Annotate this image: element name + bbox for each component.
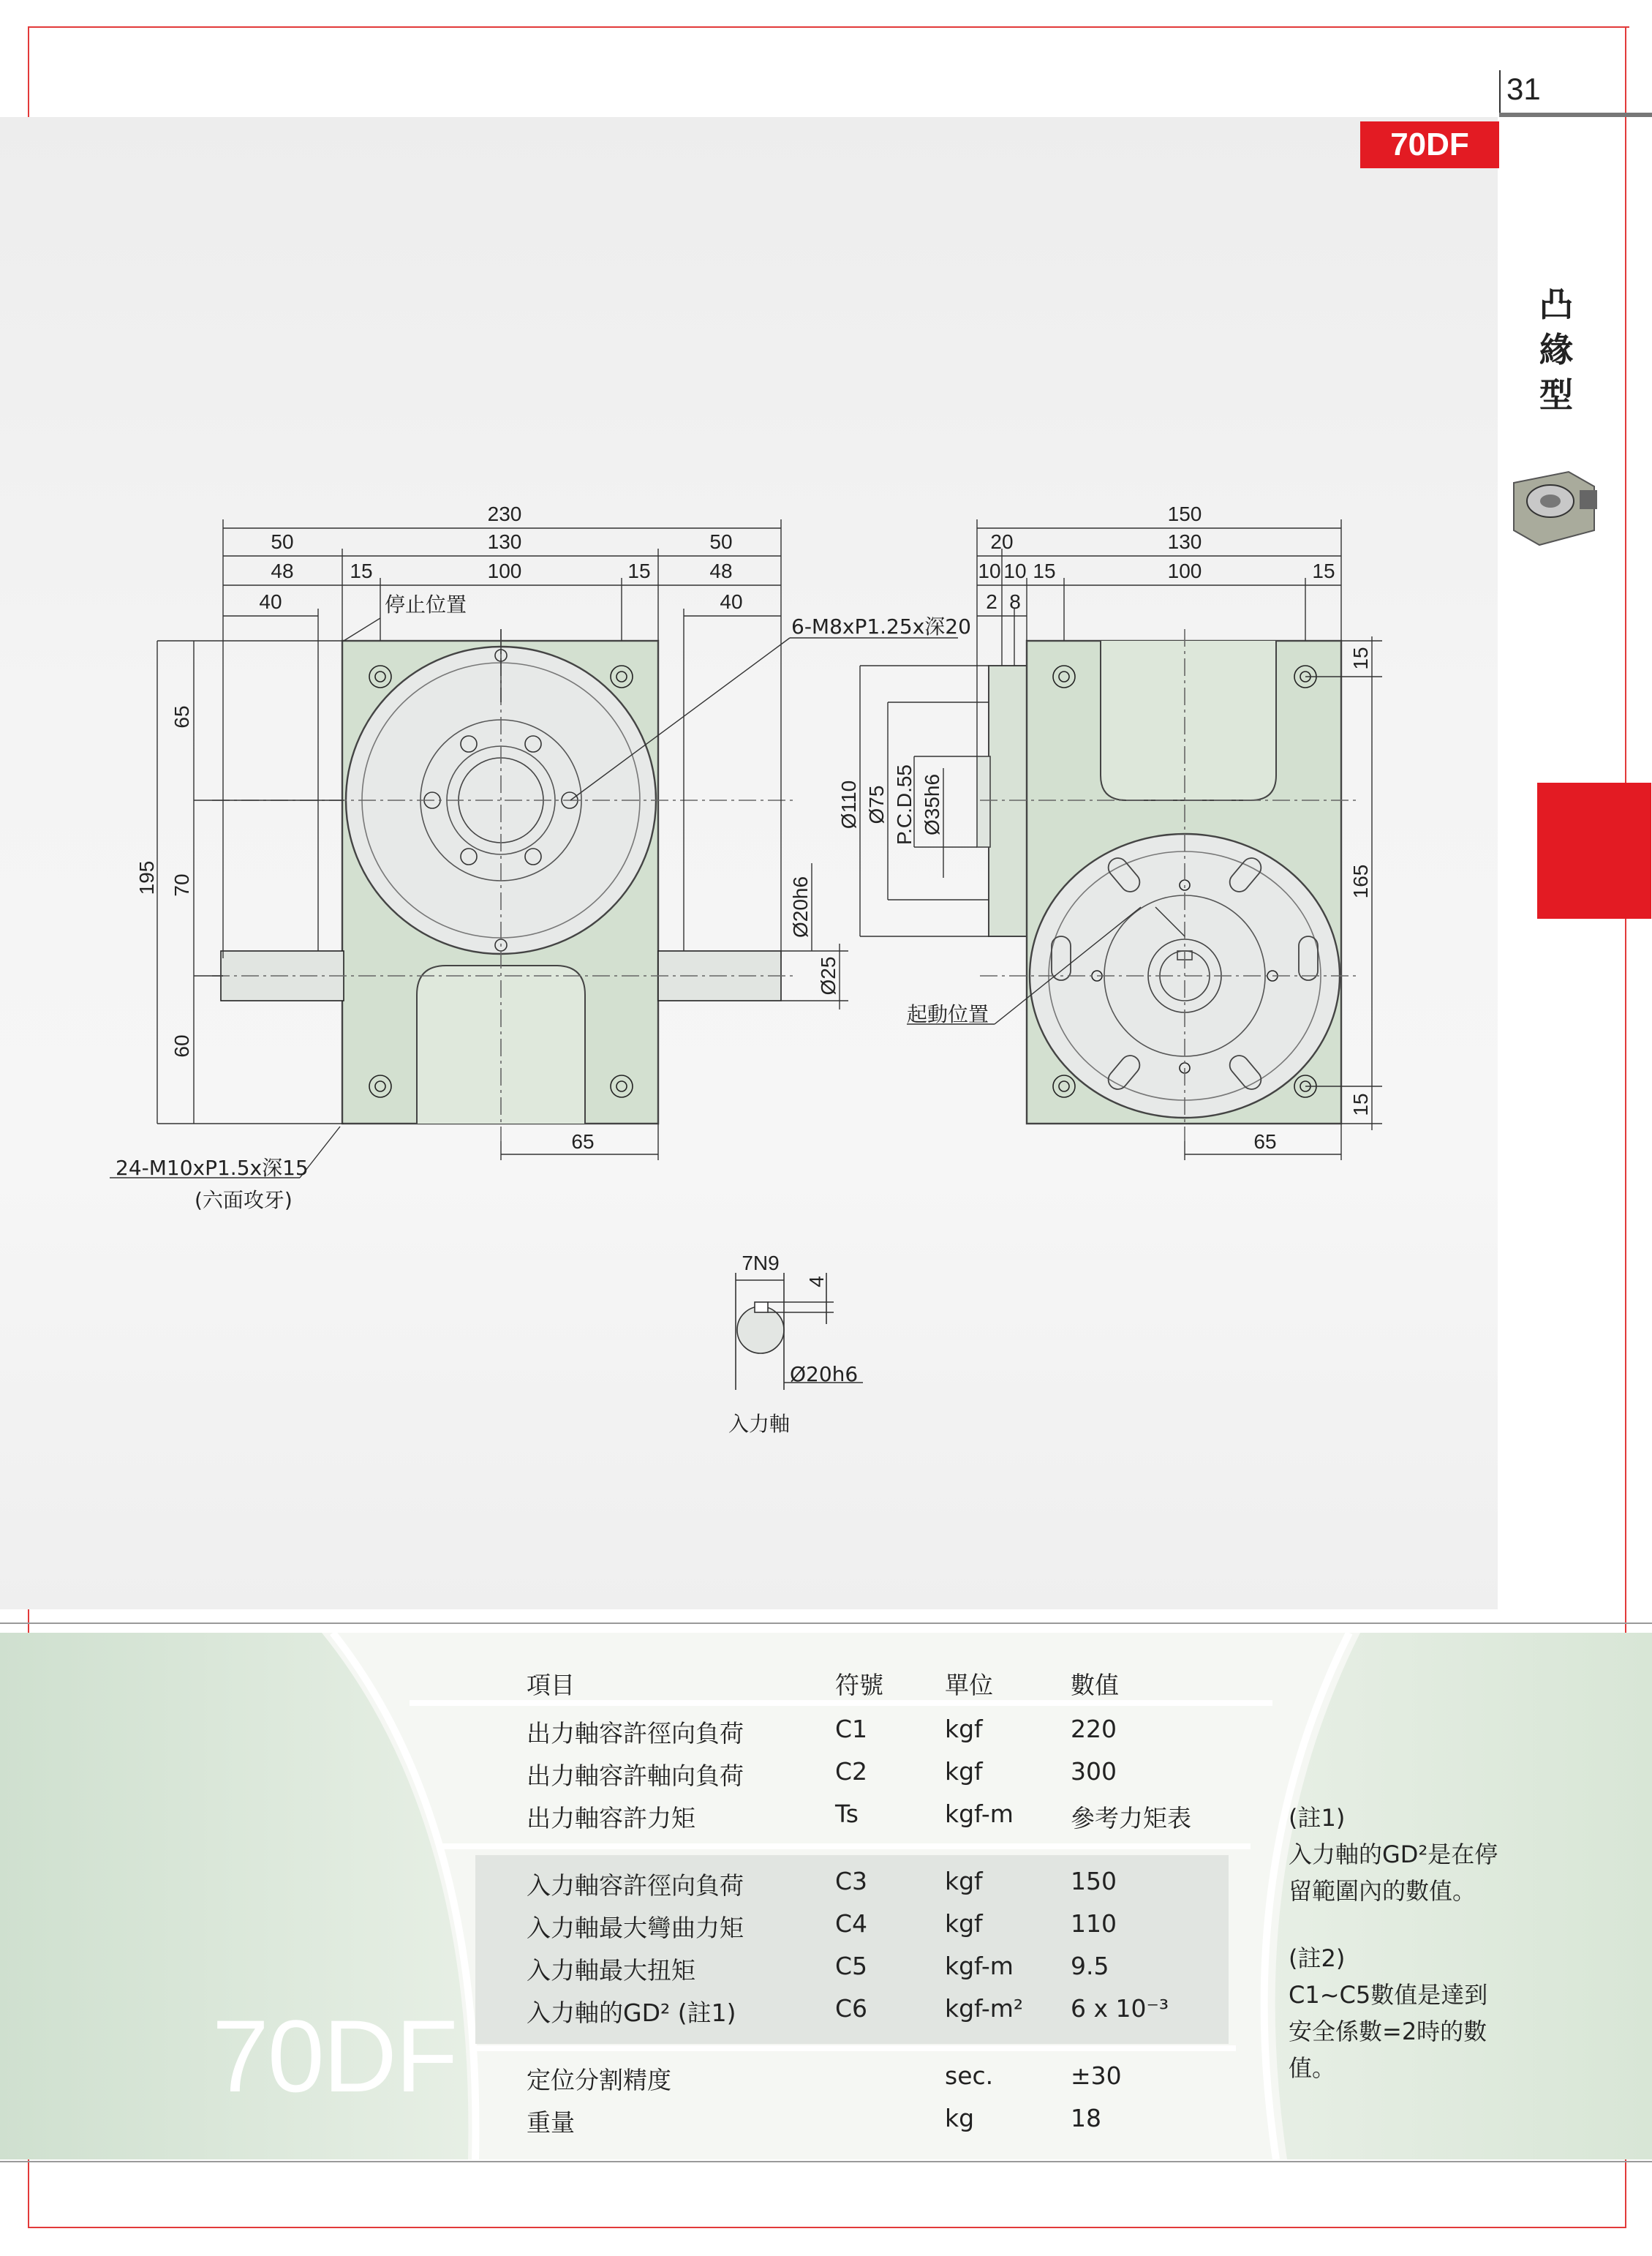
row-weight-unit: kg xyxy=(945,2104,975,2132)
shaft-diameter-detail: Ø20h6 xyxy=(790,1362,859,1386)
dim-20: 20 xyxy=(990,530,1014,553)
note-2-title: (註2) xyxy=(1289,1944,1346,1972)
note-2-line-2: 安全係數=2時的數 xyxy=(1289,2018,1487,2045)
dim-60-vert: 60 xyxy=(170,1034,193,1058)
dim-48-left: 48 xyxy=(271,560,294,582)
dim-25-shaft: Ø25 xyxy=(817,956,840,996)
dim-15-c: 15 xyxy=(1033,560,1056,582)
table-top-rule xyxy=(0,1623,1652,1624)
row-accuracy-unit: sec. xyxy=(945,2061,994,2090)
table-header-value: 數值 xyxy=(1071,1671,1119,1699)
dim-10-a: 10 xyxy=(978,560,1001,582)
note-2-line-1: C1~C5數值是達到 xyxy=(1289,1981,1488,2009)
frame-bottom-line xyxy=(28,2227,1626,2228)
note-1-line-2: 留範圍內的數值。 xyxy=(1289,1877,1476,1905)
row-c4-unit: kgf xyxy=(945,1909,983,1938)
bolt-holes-top-label: 6-M8xP1.25x深20 xyxy=(791,614,971,639)
row-c2-value: 300 xyxy=(1071,1757,1117,1786)
table-notes xyxy=(1289,1800,1508,2086)
row-c4-item: 入力軸最大彎曲力矩 xyxy=(527,1914,744,1942)
table-header-unit: 單位 xyxy=(945,1671,993,1699)
row-c6-value: 6 x 10⁻³ xyxy=(1071,1994,1169,2023)
dim-15-top-right: 15 xyxy=(1349,647,1372,670)
category-char-1: 凸 xyxy=(1539,285,1573,324)
row-c2-unit: kgf xyxy=(945,1757,983,1786)
row-c5-item: 入力軸最大扭矩 xyxy=(527,1956,695,1985)
row-ts-symbol: Ts xyxy=(835,1800,859,1828)
row-weight-item: 重量 xyxy=(527,2108,575,2137)
dim-15-a: 15 xyxy=(350,560,373,582)
dim-130-right: 130 xyxy=(1167,530,1202,553)
model-tag: 70DF xyxy=(1360,121,1499,168)
row-c3-symbol: C3 xyxy=(835,1867,868,1895)
dim-15-b: 15 xyxy=(627,560,651,582)
row-c3-unit: kgf xyxy=(945,1867,983,1895)
dim-230: 230 xyxy=(487,503,522,525)
dim-40-right: 40 xyxy=(720,590,743,613)
row-accuracy-item: 定位分割精度 xyxy=(527,2066,671,2094)
row-ts-value: 參考力矩表 xyxy=(1071,1804,1191,1832)
row-c3-value: 150 xyxy=(1071,1867,1117,1895)
dim-100-left: 100 xyxy=(487,560,522,582)
row-ts-unit: kgf-m xyxy=(945,1800,1014,1828)
start-position-label: 起動位置 xyxy=(907,1002,989,1026)
note-1-title: (註1) xyxy=(1289,1804,1346,1832)
dim-pcd55: P.C.D.55 xyxy=(893,764,916,845)
row-weight-value: 18 xyxy=(1071,2104,1101,2132)
dim-75: Ø75 xyxy=(865,785,888,824)
product-thumbnail-icon xyxy=(1506,468,1602,549)
note-2-line-3: 值。 xyxy=(1289,2054,1336,2082)
dim-100-right: 100 xyxy=(1167,560,1202,582)
dim-130-left: 130 xyxy=(487,530,522,553)
stop-position-label: 停止位置 xyxy=(385,593,467,617)
dim-10-b: 10 xyxy=(1003,560,1027,582)
dim-150: 150 xyxy=(1167,503,1202,525)
dim-20h6-shaft: Ø20h6 xyxy=(789,876,812,939)
row-c6-unit: kgf-m² xyxy=(945,1994,1024,2023)
dim-35h6: Ø35h6 xyxy=(921,773,943,836)
table-header-item: 項目 xyxy=(527,1671,575,1699)
row-c4-value: 110 xyxy=(1071,1909,1117,1938)
dim-2: 2 xyxy=(986,590,997,613)
page-number: 31 xyxy=(1506,72,1541,106)
dim-8: 8 xyxy=(1009,590,1021,613)
right-view-top-recess xyxy=(1101,641,1276,800)
dim-15-bottom-right: 15 xyxy=(1349,1093,1372,1116)
shaft-key-7N9: 7N9 xyxy=(742,1252,780,1274)
dim-50-left: 50 xyxy=(271,530,294,553)
table-bottom-rule xyxy=(0,2161,1652,2162)
note-1-line-1: 入力軸的GD²是在停 xyxy=(1289,1840,1498,1868)
row-c6-symbol: C6 xyxy=(835,1994,868,2023)
row-ts-item: 出力軸容許力矩 xyxy=(527,1804,695,1832)
category-char-3: 型 xyxy=(1539,375,1573,415)
row-c2-symbol: C2 xyxy=(835,1757,868,1786)
row-c1-item: 出力軸容許徑向負荷 xyxy=(527,1719,744,1748)
model-watermark: 70DF xyxy=(212,1999,457,2113)
bolt-holes-bottom-note: (六面攻牙) xyxy=(195,1188,293,1212)
dim-48-right: 48 xyxy=(709,560,733,582)
row-c3-item: 入力軸容許徑向負荷 xyxy=(527,1871,744,1900)
row-c1-symbol: C1 xyxy=(835,1715,868,1743)
row-accuracy-value: ±30 xyxy=(1071,2061,1122,2090)
dim-65-left-bottom: 65 xyxy=(571,1130,595,1153)
dim-70-vert: 70 xyxy=(170,873,193,897)
page-number-divider xyxy=(1499,70,1501,116)
dim-195: 195 xyxy=(135,860,158,895)
dim-110: Ø110 xyxy=(837,780,860,830)
row-c6-item: 入力軸的GD² (註1) xyxy=(527,1999,736,2027)
input-shaft-label: 入力軸 xyxy=(728,1412,791,1436)
row-c2-item: 出力軸容許軸向負荷 xyxy=(527,1761,744,1790)
row-c4-symbol: C4 xyxy=(835,1909,868,1938)
table-header-symbol: 符號 xyxy=(835,1671,883,1699)
row-c1-unit: kgf xyxy=(945,1715,983,1743)
dim-15-d: 15 xyxy=(1312,560,1335,582)
dim-65-right-bottom: 65 xyxy=(1253,1130,1277,1153)
table-header-separator xyxy=(410,1700,1272,1706)
dim-40-left: 40 xyxy=(259,590,282,613)
row-c5-symbol: C5 xyxy=(835,1952,868,1980)
row-c5-unit: kgf-m xyxy=(945,1952,1014,1980)
dim-165: 165 xyxy=(1349,864,1372,899)
dim-65-vert: 65 xyxy=(170,705,193,729)
dim-50-right: 50 xyxy=(709,530,733,553)
right-view-output-hub xyxy=(977,756,990,847)
row-c1-value: 220 xyxy=(1071,1715,1117,1743)
right-view-flange-plate xyxy=(989,666,1027,936)
header-rule xyxy=(1499,113,1652,117)
side-red-tab xyxy=(1537,783,1651,919)
row-c5-value: 9.5 xyxy=(1071,1952,1109,1980)
table-section1-separator xyxy=(439,1843,1251,1849)
shaft-key-depth-4: 4 xyxy=(805,1276,828,1287)
category-char-2: 緣 xyxy=(1539,330,1573,369)
category-title xyxy=(1528,282,1584,418)
table-section2-separator xyxy=(475,2045,1236,2051)
bolt-holes-bottom-label: 24-M10xP1.5x深15 xyxy=(116,1156,309,1180)
